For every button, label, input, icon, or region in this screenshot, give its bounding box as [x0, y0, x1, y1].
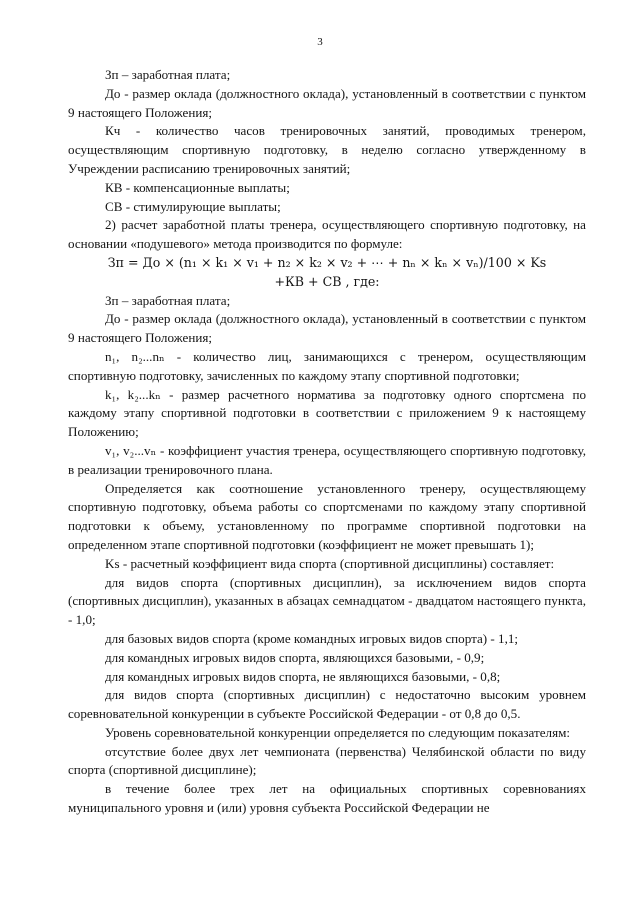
formula-line-2: +КВ + СВ , где:	[274, 273, 380, 289]
paragraph-ks-definition: Ks - расчетный коэффициент вида спорта (спортивной дисциплины) составляет:	[105, 555, 555, 571]
paragraph-zp-definition-2: Зп – заработная плата;	[105, 292, 231, 308]
paragraph-ks-team-nonbasic: для командных игровых видов спорта, не являющихся базовыми, - 0,8;	[105, 668, 501, 684]
page-number: 3	[317, 36, 323, 48]
paragraph-v-explanation: Определяется как соотношение установленного тренеру, осуществляющему спортивную подготовку, объема работы со спортсменами по каждому этапу спортивной подготовки к объему, установленному по программе спортивной подготовки на определенном этапе спортивной подготовки (коэффициент не может превышать 1);	[68, 480, 586, 552]
paragraph-indicator-1: отсутствие более двух лет чемпионата (первенства) Челябинской области по виду спорта (спортивной дисциплине);	[68, 743, 586, 778]
paragraph-indicator-2: в течение более трех лет на официальных спортивных соревнованиях муниципального уровня и (или) уровня субъекта Российской Федерации не	[68, 781, 586, 816]
salary-formula	[68, 254, 586, 292]
paragraph-sv-definition: СВ - стимулирующие выплаты;	[105, 198, 281, 214]
paragraph-competition-level: Уровень соревновательной конкуренции определяется по следующим показателям:	[105, 724, 571, 740]
paragraph-method-2: 2) расчет заработной платы тренера, осуществляющего спортивную подготовку, на основании «подушевого» метода производится по формуле:	[68, 217, 586, 252]
paragraph-ks-basic: для базовых видов спорта (кроме командных игровых видов спорта) - 1,1;	[105, 630, 519, 646]
document-body	[68, 66, 586, 818]
paragraph-zp-definition: Зп – заработная плата;	[105, 67, 231, 82]
paragraph-do-definition: До - размер оклада (должностного оклада), установленный в соответствии с пунктом 9 настоящего Положения;	[68, 85, 586, 120]
paragraph-ks-low-competition: для видов спорта (спортивных дисциплин) с недостаточно высоким уровнем соревновательной конкуренции в субъекте Российской Федерации - от 0,8 до 0,5.	[68, 687, 586, 722]
paragraph-k-definition: k₁, k₂...kₙ - размер расчетного норматива за подготовку одного спортсмена по каждому этапу спортивной подготовки в соответствии с приложением 9 к настоящему Положению;	[68, 386, 586, 440]
paragraph-do-definition-2: До - размер оклада (должностного оклада), установленный в соответствии с пунктом 9 настоящего Положения;	[68, 311, 586, 346]
paragraph-ks-default: для видов спорта (спортивных дисциплин), за исключением видов спорта (спортивных дисциплин), указанных в абзацах семнадцатом - двадцатом настоящего пункта, - 1,0;	[68, 574, 586, 628]
paragraph-kch-definition: Кч - количество часов тренировочных занятий, проводимых тренером, осуществляющим спортивную подготовку, в неделю согласно утвержденному в Учреждении расписанию тренировочных занятий;	[68, 123, 586, 176]
paragraph-n-definition: n₁, n₂...nₙ - количество лиц, занимающихся с тренером, осуществляющим спортивную подготовку, зачисленных по каждому этапу спортивной подготовки;	[68, 348, 586, 383]
paragraph-v-definition: v₁, v₂...vₙ - коэффициент участия тренера, осуществляющего спортивную подготовку, в реализации тренировочного плана.	[68, 442, 586, 477]
formula-line-1: Зп = До × (n₁ × k₁ × v₁ + n₂ × k₂ × v₂ + ⋯ + nₙ × kₙ × vₙ)/100 × Ks	[107, 254, 547, 270]
paragraph-kv-definition: КВ - компенсационные выплаты;	[105, 179, 290, 195]
paragraph-ks-team-basic: для командных игровых видов спорта, являющихся базовыми, - 0,9;	[105, 649, 485, 665]
